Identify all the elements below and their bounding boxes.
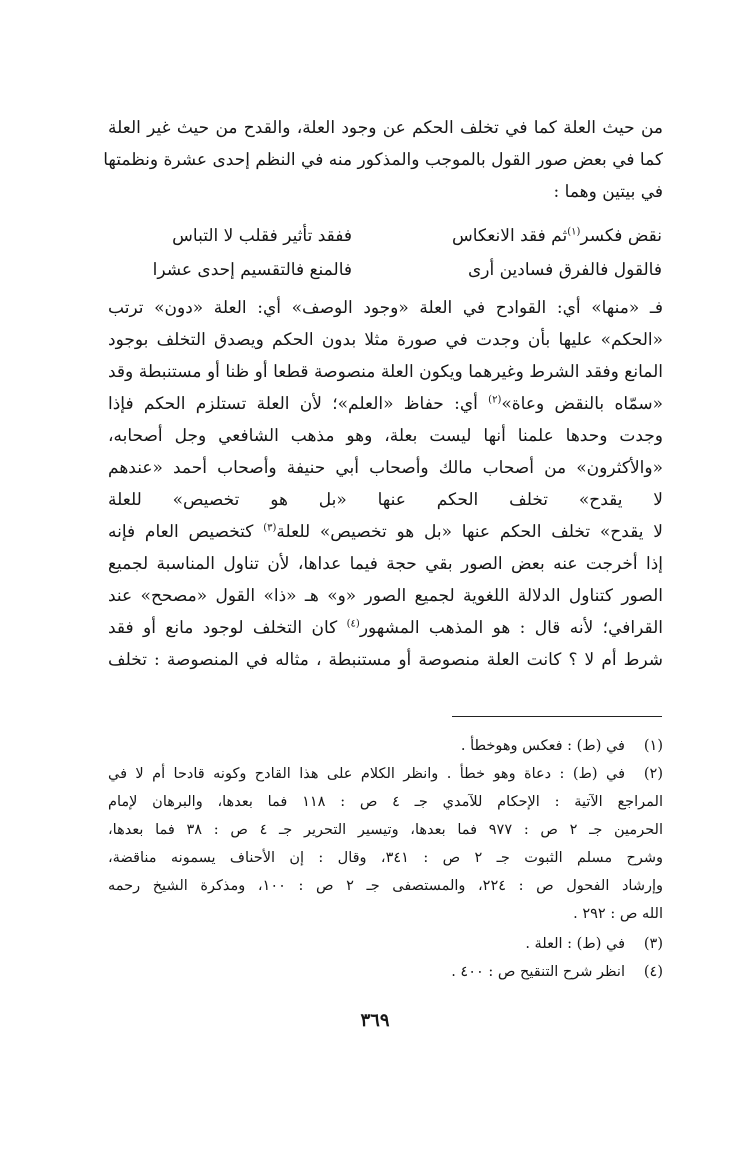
- footnote-3-number: (٣): [643, 936, 663, 952]
- body-line-10: لا يقدح» تخلف الحكم عنها «بل هو تخصيص» للعلة: [108, 490, 663, 510]
- body-line-2: كما في بعض صور القول بالموجب والمذكور منه في النظم إحدى عشرة ونظمتها: [103, 150, 663, 170]
- body-line-8: وجدت وحدها علمنا أنها ليست بعلة، وهو مذهب الشافعي وجل أصحابه،: [108, 426, 663, 446]
- body-line-7: «سمّاه بالنقض وعاة»$^{(٢)}$ أي: حفاظ «العلم»؛ لأن العلة تستلزم الحكم فإذا: [108, 394, 664, 414]
- footnote-3-text: في (ط) : العلة .: [525, 936, 625, 952]
- body-line-13: الصور كتناول الدلالة اللغوية لجميع الصور «و» هـ «ذا» القول «مصحح» عند: [108, 586, 663, 606]
- footnote-2-number: (٢): [643, 766, 663, 782]
- footnote-4-number: (٤): [643, 964, 663, 980]
- footnote-separator: [452, 716, 662, 717]
- footnote-2-line-3: الحرمين جـ ٢ ص : ٩٧٧ فما بعدها، وتيسير التحرير جـ ٤ ص : ٣٨ فما بعدها،: [108, 822, 663, 838]
- body-line-5: «الحكم» عليها بأن وجدت في صورة مثلا بدون الحكم ويصدق التخلف بوجود: [108, 330, 663, 350]
- body-line-14: القرافي؛ لأنه قال : هو المذهب المشهور$^{(٤)}$ كان التخلف لوجود مانع أو فقد: [108, 618, 663, 638]
- body-line-1: من حيث العلة كما في تخلف الحكم عن وجود العلة، والقدح من حيث غير العلة: [108, 118, 663, 138]
- footnote-1-text: في (ط) : فعكس وهوخطأ .: [460, 738, 625, 754]
- body-line-11: لا يقدح» تخلف الحكم عنها «بل هو تخصيص» للعلة$^{(٣)}$ كتخصيص العام فإنه: [108, 522, 663, 542]
- footnote-2-line-6: الله ص : ٢٩٢ .: [573, 906, 663, 922]
- body-line-6: المانع وفقد الشرط وغيرهما ويكون العلة منصوصة قطعا أو ظنا أو مستنبطة وقد: [108, 362, 663, 382]
- page-number: ٣٦٩: [360, 1010, 390, 1031]
- footnote-2-line-4: وشرح مسلم الثبوت جـ ٢ ص : ٣٤١، وقال : إن الأحناف يسمونه مناقضة،: [108, 850, 664, 866]
- poem-line2-first-hemistich: فالقول فالفرق فسادين أرى: [467, 260, 662, 280]
- body-line-15: شرط أم لا ؟ كانت العلة منصوصة أو مستنبطة ، مثاله في المنصوصة : تخلف: [108, 650, 663, 670]
- footnote-1-number: (١): [643, 738, 663, 754]
- poem-line2-second-hemistich: فالمنع فالتقسيم إحدى عشرا: [152, 260, 352, 280]
- footnote-2-line-2: المراجع الآتية : الإحكام للآمدي جـ ٤ ص : ١١٨ فما بعدها، والبرهان لإمام: [108, 794, 663, 810]
- footnote-2-line-1: في (ط) : دعاة وهو خطأ . وانظر الكلام على هذا القادح وكونه قادحا أم لا في: [108, 766, 625, 782]
- body-line-9: «والأكثرون» من أصحاب مالك وأصحاب أبي حنيفة وأصحاب أحمد «عندهم: [108, 458, 663, 478]
- body-line-4: فـ «منها» أي: القوادح في العلة «وجود الوصف» أي: العلة «دون» ترتب: [108, 298, 663, 318]
- footnote-4-text: انظر شرح التنقيح ص : ٤٠٠ .: [451, 964, 625, 980]
- body-line-3: في بيتين وهما :: [553, 182, 663, 202]
- poem-line1-second-hemistich: ففقد تأثير فقلب لا التباس: [172, 226, 352, 246]
- body-line-12: إذا أخرجت عنه بعض الصور بقي حجة فيما عداها، لأن تناول المناسبة لجميع: [108, 554, 663, 574]
- poem-line1-first-hemistich: نقض فكسر$^{(١)}$ثم فقد الانعكاس: [452, 226, 662, 246]
- footnote-2-line-5: وإرشاد الفحول ص : ٢٢٤، والمستصفى جـ ٢ ص : ١٠٠، ومذكرة الشيخ رحمه: [108, 878, 664, 894]
